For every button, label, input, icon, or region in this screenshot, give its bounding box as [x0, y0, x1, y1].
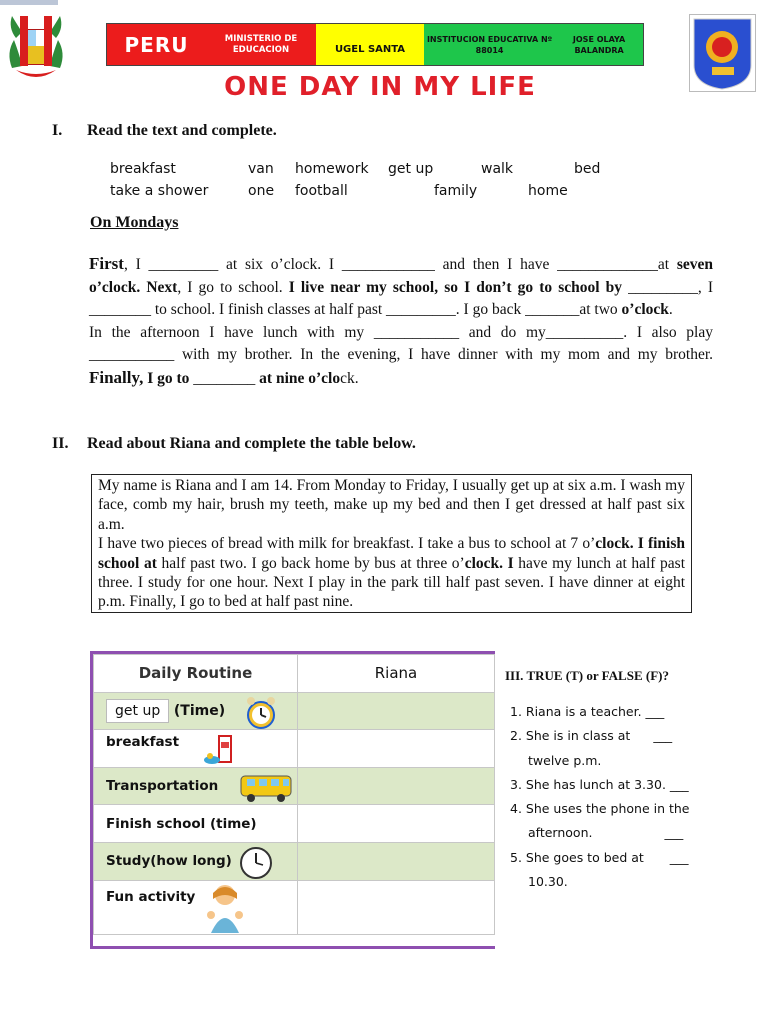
school-bus-icon — [239, 770, 295, 810]
ugel-label: UGEL SANTA — [316, 24, 424, 65]
list-item: 10.30. — [528, 874, 568, 890]
list-item: 3. She has lunch at 3.30. ___ — [510, 776, 689, 792]
list-item: 1. Riana is a teacher. ___ — [510, 704, 665, 719]
word-bank-item: breakfast — [110, 161, 176, 177]
text-run: seven o’clock. Next — [89, 256, 713, 296]
on-mondays-subheading: On Mondays — [90, 214, 179, 231]
institution-label — [424, 24, 643, 65]
list-item: 4. She uses the phone in the — [510, 801, 690, 817]
table-row — [94, 805, 298, 843]
alarm-clock-icon — [243, 695, 279, 735]
girl-cartoon-icon — [201, 881, 249, 941]
text-run: I go to — [143, 369, 190, 387]
row-label: Transportation — [106, 778, 219, 795]
table-row — [94, 767, 298, 805]
text-run: at six o’clock. I ____________ and then — [218, 256, 500, 273]
table-row — [94, 730, 298, 768]
get-up-box: get up — [106, 699, 169, 723]
text-run: First — [89, 254, 124, 273]
institution-line2: JOSE OLAYA BALANDRA — [572, 34, 626, 55]
answer-cell[interactable] — [298, 730, 495, 768]
section1-heading-text: Read the text and complete. — [87, 122, 277, 139]
answer-cell[interactable] — [298, 842, 495, 880]
text-run: o’clock — [621, 301, 669, 318]
text-run: I have _____________at — [499, 256, 670, 273]
true-false-list — [510, 700, 690, 894]
daily-routine-table — [90, 651, 495, 949]
list-item: twelve p.m. — [528, 752, 602, 768]
table-header-riana: Riana — [298, 655, 495, 693]
section2-numeral: II. — [52, 435, 69, 452]
text-run: Finally, — [89, 367, 144, 387]
word-bank-item: take a shower — [110, 183, 209, 199]
row-label: Fun activity — [106, 888, 196, 905]
row-label: Finish school (time) — [106, 815, 257, 832]
word-bank-item: family — [434, 183, 478, 199]
answer-cell[interactable] — [298, 767, 495, 805]
riana-text-box — [91, 474, 692, 613]
time-label: (Time) — [173, 702, 226, 719]
mondays-paragraph — [89, 253, 713, 390]
text-run: at nine o’clo — [259, 369, 341, 387]
text-run: ck. — [340, 369, 359, 387]
table-header-daily-routine: Daily Routine — [94, 655, 298, 693]
page-title: ONE DAY IN MY LIFE — [224, 72, 536, 102]
word-bank-item: home — [528, 183, 568, 199]
text-run: My name is Riana and I am 14. From Monday to Friday, I usually get up at six a.m. I wash my face, comb my hair, brush my teeth, make up my bed and then I get dressed at half past six a.m. — [98, 477, 685, 533]
section1-numeral: I. — [52, 122, 63, 139]
text-run: In the afternoon I have lunch with my ___________ and do my__________. I also play ___________ with my brother. In the evening, I have dinner with my mom and my brother. — [89, 323, 713, 363]
text-run: clock. I — [464, 554, 514, 572]
word-bank-item: homework — [295, 161, 369, 177]
section2-heading — [52, 435, 416, 453]
row-label: breakfast — [106, 734, 180, 751]
word-bank-item: get up — [388, 161, 434, 177]
answer-blank[interactable]: ___ — [653, 728, 673, 744]
answer-blank[interactable]: ___ — [669, 849, 689, 865]
header-banner — [106, 23, 644, 66]
text-run: . — [668, 301, 673, 318]
text-run: clock. I finish school at — [98, 535, 686, 572]
wall-clock-icon — [239, 846, 273, 884]
answer-cell[interactable] — [298, 692, 495, 730]
table-row — [94, 880, 298, 934]
word-bank-item: one — [248, 183, 275, 199]
text-run: I have two pieces of bread with milk for breakfast. I take a bus to school at 7 o’ — [98, 535, 596, 553]
country-label: PERU — [107, 24, 206, 65]
text-run: , I _________ — [123, 256, 219, 273]
text-run: , I go to school. — [177, 278, 289, 296]
text-run: _________, I ________ to school. I finish classes at half past _________. I go back _______at two — [89, 278, 714, 318]
word-bank-item: van — [248, 161, 274, 177]
section1-heading — [52, 122, 277, 140]
section3-heading: III. TRUE (T) or FALSE (F)? — [505, 668, 669, 683]
text-run: half past two. I go back home by bus at three o’ — [156, 554, 465, 572]
text-run: I live near my school, so I don’t go to school by — [288, 278, 623, 296]
word-bank-item: bed — [574, 161, 601, 177]
ministry-label: MINISTERIO DE EDUCACION — [206, 24, 316, 65]
table-row — [94, 842, 298, 880]
section2-heading-text: Read about Riana and complete the table below. — [87, 435, 416, 452]
word-bank-item: walk — [481, 161, 514, 177]
answer-cell[interactable] — [298, 880, 495, 934]
top-left-tag — [0, 0, 58, 5]
row-label: Study(how long) — [106, 853, 232, 870]
word-bank-item: football — [295, 183, 348, 199]
text-run: ________ — [189, 369, 260, 387]
answer-cell[interactable] — [298, 805, 495, 843]
table-row — [94, 692, 298, 730]
text-run: have my lunch at half past three. I study for one hour. Next I play in the park till half past seven. I have dinner at eight p.m. Finally, I go to bed at half past nine. — [98, 554, 686, 611]
list-item: 2. She is in class at ___ — [510, 728, 673, 744]
list-item: afternoon. ___ — [528, 825, 684, 841]
list-item: 5. She goes to bed at ___ — [510, 849, 689, 865]
institution-line1: INSTITUCION EDUCATIVA Nº 88014 — [426, 34, 553, 55]
answer-blank[interactable]: ___ — [664, 825, 684, 841]
